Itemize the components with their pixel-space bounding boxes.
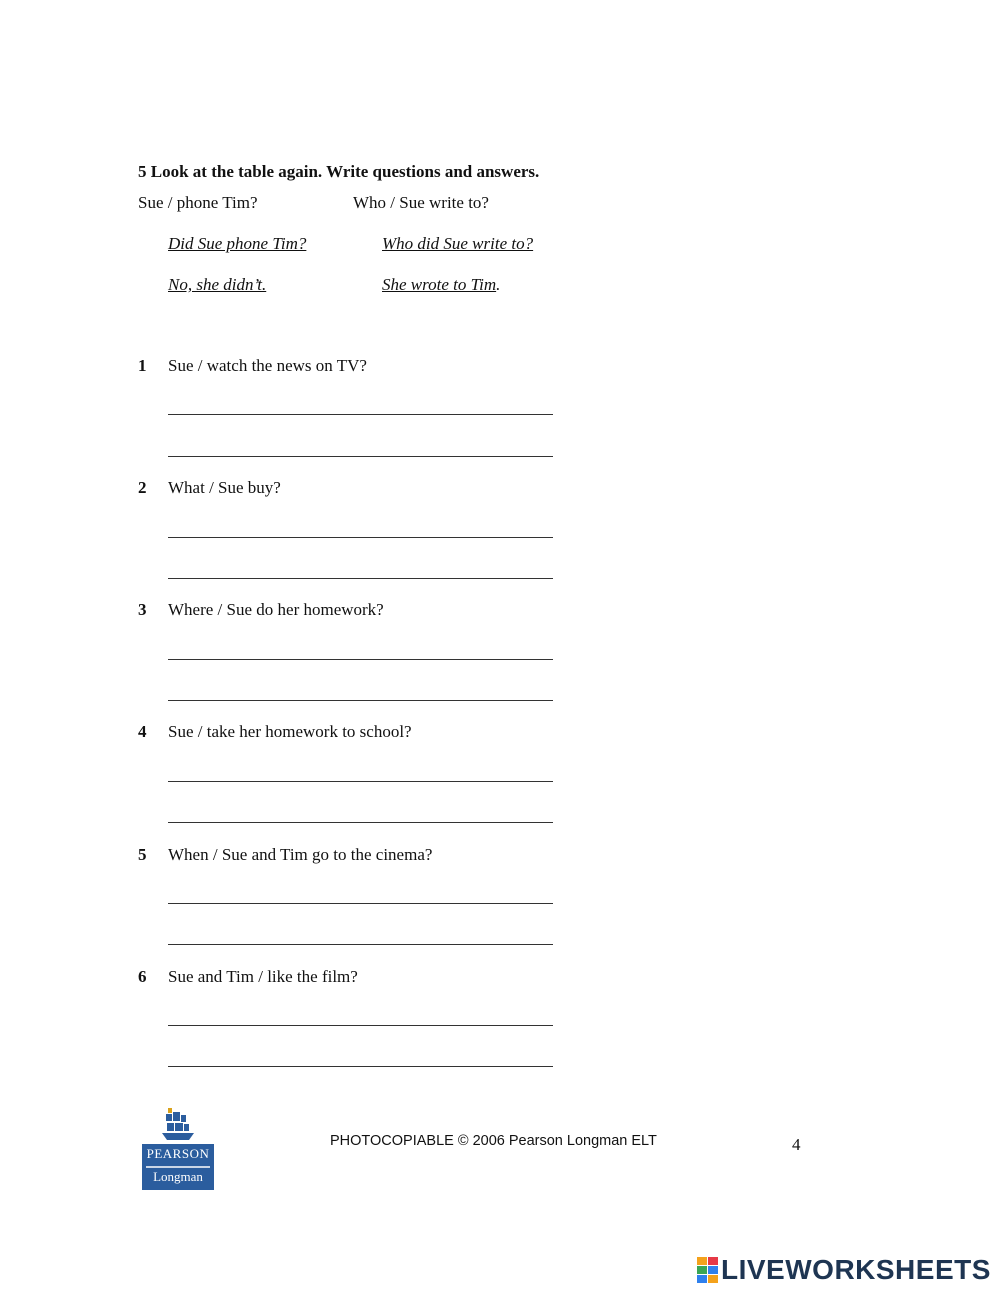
answer-line[interactable] bbox=[168, 1066, 553, 1067]
question-text: Sue / watch the news on TV? bbox=[168, 356, 367, 375]
answer-line[interactable] bbox=[168, 537, 553, 538]
logo-longman-text: Longman bbox=[153, 1169, 203, 1184]
pearson-longman-logo bbox=[142, 1106, 214, 1190]
answer-line[interactable] bbox=[168, 944, 553, 945]
liveworksheets-blocks-icon bbox=[697, 1257, 719, 1283]
answer-line[interactable] bbox=[168, 700, 553, 701]
answer-line[interactable] bbox=[168, 903, 553, 904]
question-text: When / Sue and Tim go to the cinema? bbox=[168, 845, 433, 864]
answer-line[interactable] bbox=[168, 1025, 553, 1026]
question-text: Where / Sue do her homework? bbox=[168, 600, 384, 619]
example-answer-2 bbox=[382, 275, 500, 295]
copyright-notice: PHOTOCOPIABLE © 2006 Pearson Longman ELT bbox=[330, 1133, 657, 1149]
example-answer-2-text: She wrote to Tim bbox=[382, 275, 497, 294]
question-number: 6 bbox=[138, 967, 147, 986]
answer-line[interactable] bbox=[168, 414, 553, 415]
example-question-2: Who did Sue write to? bbox=[382, 234, 534, 253]
question-number: 3 bbox=[138, 600, 147, 619]
example-answer-2-period: . bbox=[496, 275, 501, 294]
logo-pearson-text: PEARSON bbox=[146, 1146, 210, 1161]
answer-line[interactable] bbox=[168, 456, 553, 457]
answer-line[interactable] bbox=[168, 659, 553, 660]
question-number: 4 bbox=[138, 722, 147, 741]
liveworksheets-logo bbox=[697, 1255, 991, 1285]
example-prompt-1: Sue / phone Tim? bbox=[138, 193, 258, 212]
question-number: 5 bbox=[138, 845, 147, 864]
answer-line[interactable] bbox=[168, 822, 553, 823]
page-number: 4 bbox=[792, 1135, 801, 1154]
question-text: What / Sue buy? bbox=[168, 478, 281, 497]
answer-line[interactable] bbox=[168, 578, 553, 579]
example-answer-1: No, she didn’t. bbox=[168, 275, 267, 294]
liveworksheets-text: LIVEWORKSHEETS bbox=[721, 1254, 991, 1285]
answer-line[interactable] bbox=[168, 781, 553, 782]
question-number: 2 bbox=[138, 478, 147, 497]
question-number: 1 bbox=[138, 356, 147, 375]
question-text: Sue / take her homework to school? bbox=[168, 722, 412, 741]
exercise-instruction: 5 Look at the table again. Write questions and answers. bbox=[138, 162, 540, 181]
example-question-1: Did Sue phone Tim? bbox=[168, 234, 307, 253]
question-text: Sue and Tim / like the film? bbox=[168, 967, 358, 986]
example-prompt-2: Who / Sue write to? bbox=[353, 193, 489, 212]
